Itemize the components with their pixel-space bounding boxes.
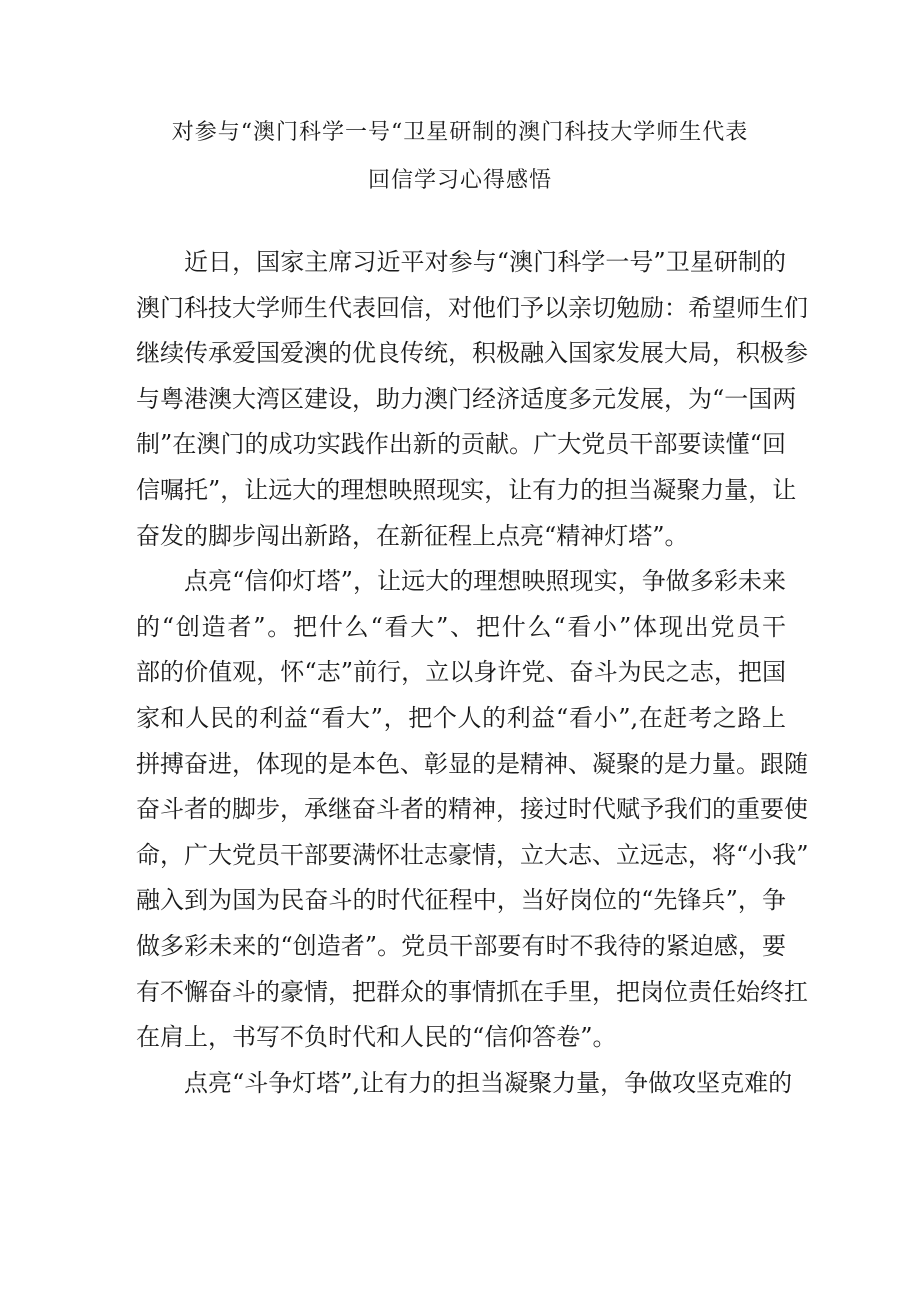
body-line: 近日，国家主席习近平对参与“澳门科学一号”卫星研制的 [184, 248, 786, 276]
body-line: 澳门科技大学师生代表回信，对他们予以亲切勉励：希望师生们 [136, 293, 808, 322]
body-line: 做多彩未来的“创造者”。党员干部要有时不我待的紧迫感，要 [136, 931, 786, 960]
body-line: 点亮“斗争灯塔”,让有力的担当凝聚力量，争做攻坚克难的 [184, 1068, 793, 1097]
body-line: 点亮“信仰灯塔”，让远大的理想映照现实，争做多彩未来 [184, 567, 786, 596]
body-line: 部的价值观，怀“志”前行，立以身许党、奋斗为民之志，把国 [136, 658, 786, 687]
body-line: 拼搏奋进，体现的是本色、彰显的是精神、凝聚的是力量。跟随 [136, 749, 808, 778]
document-title-line-2: 回信学习心得感悟 [367, 168, 552, 193]
body-line: 命，广大党员干部要满怀壮志豪情，立大志、立远志，将“小我” [136, 840, 809, 869]
body-line: 与粤港澳大湾区建设，助力澳门经济适度多元发展，为“一国两 [136, 384, 797, 413]
body-line: 继续传承爱国爱澳的优良传统，积极融入国家发展大局，积极参 [136, 339, 808, 368]
body-line: 有不懈奋斗的豪情，把群众的事情抓在手里，把岗位责任始终扛 [136, 977, 808, 1006]
body-line: 家和人民的利益“看大”，把个人的利益“看小”,在赶考之路上 [136, 703, 786, 732]
body-line: 的“创造者”。把什么“看大”、把什么“看小”体现出党员干 [136, 612, 786, 641]
document-body [136, 240, 809, 1106]
body-line: 奋发的脚步闯出新路，在新征程上点亮“精神灯塔”。 [136, 521, 689, 550]
body-line: 信嘱托”，让远大的理想映照现实，让有力的担当凝聚力量，让 [136, 475, 797, 504]
document-title-line-1: 对参与“澳门科学一号“卫星研制的澳门科技大学师生代表 [171, 120, 749, 145]
body-line: 奋斗者的脚步，承继奋斗者的精神，接过时代赋予我们的重要使 [136, 795, 808, 824]
body-line: 在肩上，书写不负时代和人民的“信仰答卷”。 [136, 1023, 617, 1052]
body-line: 制”在澳门的成功实践作出新的贡献。广大党员干部要读懂“回 [136, 430, 786, 459]
body-line: 融入到为国为民奋斗的时代征程中，当好岗位的“先锋兵”，争 [136, 886, 786, 915]
